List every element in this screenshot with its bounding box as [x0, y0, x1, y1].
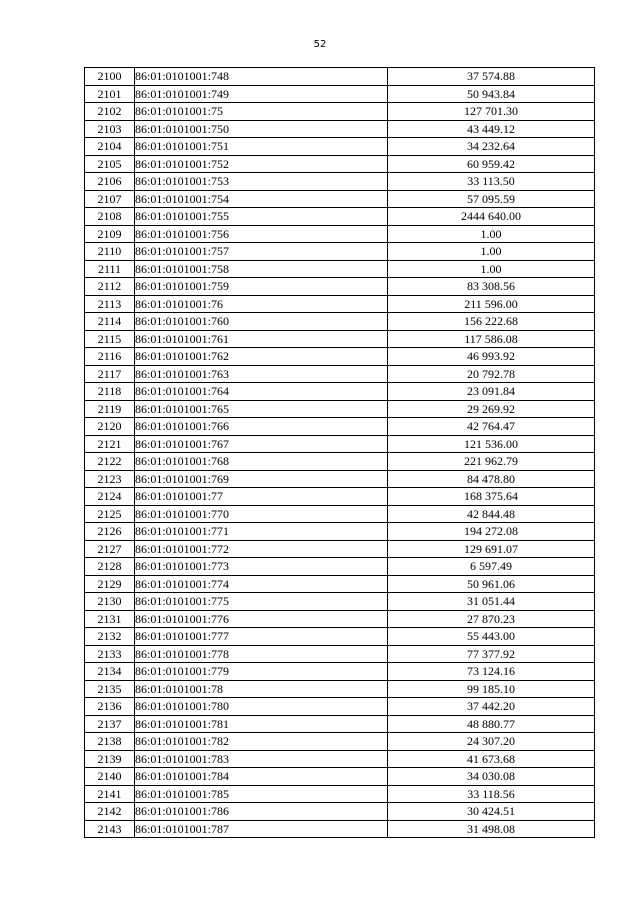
cadastral-value: 84 478.80 [388, 470, 595, 488]
cadastral-value: 37 442.20 [388, 698, 595, 716]
cadastral-number: 86:01:0101001:766 [135, 418, 388, 436]
cadastral-value: 99 185.10 [388, 680, 595, 698]
table-row [85, 558, 595, 576]
row-number: 2127 [85, 540, 135, 558]
cadastral-value: 50 943.84 [388, 85, 595, 103]
table-body [85, 68, 595, 838]
cadastral-number: 86:01:0101001:756 [135, 225, 388, 243]
row-number: 2128 [85, 558, 135, 576]
cadastral-number: 86:01:0101001:780 [135, 698, 388, 716]
cadastral-value: 29 269.92 [388, 400, 595, 418]
table-row [85, 313, 595, 331]
cadastral-value: 48 880.77 [388, 715, 595, 733]
row-number: 2106 [85, 173, 135, 191]
table-row [85, 575, 595, 593]
row-number: 2126 [85, 523, 135, 541]
table-row [85, 435, 595, 453]
cadastral-number: 86:01:0101001:779 [135, 663, 388, 681]
row-number: 2113 [85, 295, 135, 313]
table-row [85, 418, 595, 436]
cadastral-value: 20 792.78 [388, 365, 595, 383]
cadastral-value: 30 424.51 [388, 803, 595, 821]
cadastral-number: 86:01:0101001:764 [135, 383, 388, 401]
cadastral-number: 86:01:0101001:760 [135, 313, 388, 331]
row-number: 2134 [85, 663, 135, 681]
row-number: 2122 [85, 453, 135, 471]
row-number: 2123 [85, 470, 135, 488]
cadastral-number: 86:01:0101001:762 [135, 348, 388, 366]
row-number: 2131 [85, 610, 135, 628]
cadastral-value-table [84, 67, 595, 838]
row-number: 2137 [85, 715, 135, 733]
cadastral-number: 86:01:0101001:751 [135, 138, 388, 156]
table-row [85, 698, 595, 716]
row-number: 2138 [85, 733, 135, 751]
cadastral-number: 86:01:0101001:786 [135, 803, 388, 821]
table-row [85, 628, 595, 646]
row-number: 2110 [85, 243, 135, 261]
page-number: 52 [313, 39, 327, 50]
cadastral-number: 86:01:0101001:775 [135, 593, 388, 611]
table-row [85, 295, 595, 313]
cadastral-value: 34 030.08 [388, 768, 595, 786]
cadastral-number: 86:01:0101001:753 [135, 173, 388, 191]
cadastral-number: 86:01:0101001:75 [135, 103, 388, 121]
row-number: 2139 [85, 750, 135, 768]
cadastral-value: 156 222.68 [388, 313, 595, 331]
row-number: 2107 [85, 190, 135, 208]
table-row [85, 733, 595, 751]
cadastral-number: 86:01:0101001:777 [135, 628, 388, 646]
table-row [85, 803, 595, 821]
cadastral-number: 86:01:0101001:784 [135, 768, 388, 786]
cadastral-value: 194 272.08 [388, 523, 595, 541]
cadastral-value: 55 443.00 [388, 628, 595, 646]
cadastral-value: 33 113.50 [388, 173, 595, 191]
row-number: 2136 [85, 698, 135, 716]
row-number: 2117 [85, 365, 135, 383]
cadastral-number: 86:01:0101001:783 [135, 750, 388, 768]
row-number: 2130 [85, 593, 135, 611]
row-number: 2133 [85, 645, 135, 663]
row-number: 2140 [85, 768, 135, 786]
row-number: 2114 [85, 313, 135, 331]
row-number: 2118 [85, 383, 135, 401]
cadastral-value: 33 118.56 [388, 785, 595, 803]
cadastral-value: 77 377.92 [388, 645, 595, 663]
table-row [85, 155, 595, 173]
cadastral-number: 86:01:0101001:755 [135, 208, 388, 226]
table-row [85, 348, 595, 366]
table-row [85, 645, 595, 663]
cadastral-number: 86:01:0101001:782 [135, 733, 388, 751]
cadastral-number: 86:01:0101001:77 [135, 488, 388, 506]
table-row [85, 663, 595, 681]
cadastral-number: 86:01:0101001:773 [135, 558, 388, 576]
cadastral-value: 83 308.56 [388, 278, 595, 296]
cadastral-number: 86:01:0101001:770 [135, 505, 388, 523]
cadastral-value: 1.00 [388, 260, 595, 278]
table-row [85, 103, 595, 121]
row-number: 2121 [85, 435, 135, 453]
cadastral-value: 127 701.30 [388, 103, 595, 121]
table-row [85, 680, 595, 698]
cadastral-value: 121 536.00 [388, 435, 595, 453]
table-row [85, 505, 595, 523]
cadastral-number: 86:01:0101001:78 [135, 680, 388, 698]
table-row [85, 173, 595, 191]
cadastral-value: 41 673.68 [388, 750, 595, 768]
cadastral-number: 86:01:0101001:772 [135, 540, 388, 558]
cadastral-number: 86:01:0101001:757 [135, 243, 388, 261]
row-number: 2105 [85, 155, 135, 173]
cadastral-number: 86:01:0101001:774 [135, 575, 388, 593]
table-row [85, 453, 595, 471]
table-row [85, 488, 595, 506]
row-number: 2101 [85, 85, 135, 103]
table-row [85, 383, 595, 401]
table-row [85, 365, 595, 383]
cadastral-value: 6 597.49 [388, 558, 595, 576]
row-number: 2142 [85, 803, 135, 821]
cadastral-number: 86:01:0101001:785 [135, 785, 388, 803]
table-row [85, 225, 595, 243]
cadastral-value: 37 574.88 [388, 68, 595, 86]
cadastral-value: 1.00 [388, 225, 595, 243]
cadastral-value: 24 307.20 [388, 733, 595, 751]
cadastral-value: 50 961.06 [388, 575, 595, 593]
table-row [85, 785, 595, 803]
cadastral-value: 60 959.42 [388, 155, 595, 173]
cadastral-value: 73 124.16 [388, 663, 595, 681]
table-row [85, 68, 595, 86]
cadastral-number: 86:01:0101001:750 [135, 120, 388, 138]
cadastral-number: 86:01:0101001:763 [135, 365, 388, 383]
row-number: 2112 [85, 278, 135, 296]
cadastral-number: 86:01:0101001:769 [135, 470, 388, 488]
cadastral-value: 2444 640.00 [388, 208, 595, 226]
table-row [85, 278, 595, 296]
table-row [85, 330, 595, 348]
table-row [85, 523, 595, 541]
cadastral-value: 31 498.08 [388, 820, 595, 838]
cadastral-value: 117 586.08 [388, 330, 595, 348]
cadastral-value: 23 091.84 [388, 383, 595, 401]
table-row [85, 190, 595, 208]
table-row [85, 85, 595, 103]
table-row [85, 715, 595, 733]
cadastral-number: 86:01:0101001:781 [135, 715, 388, 733]
cadastral-number: 86:01:0101001:748 [135, 68, 388, 86]
cadastral-number: 86:01:0101001:778 [135, 645, 388, 663]
row-number: 2108 [85, 208, 135, 226]
table-row [85, 768, 595, 786]
row-number: 2119 [85, 400, 135, 418]
table-row [85, 400, 595, 418]
cadastral-value: 31 051.44 [388, 593, 595, 611]
table-row [85, 593, 595, 611]
cadastral-value: 57 095.59 [388, 190, 595, 208]
cadastral-number: 86:01:0101001:758 [135, 260, 388, 278]
table-row [85, 243, 595, 261]
cadastral-value: 1.00 [388, 243, 595, 261]
cadastral-number: 86:01:0101001:761 [135, 330, 388, 348]
cadastral-number: 86:01:0101001:754 [135, 190, 388, 208]
cadastral-number: 86:01:0101001:759 [135, 278, 388, 296]
table-row [85, 260, 595, 278]
row-number: 2135 [85, 680, 135, 698]
row-number: 2109 [85, 225, 135, 243]
table-row [85, 208, 595, 226]
row-number: 2111 [85, 260, 135, 278]
cadastral-value: 27 870.23 [388, 610, 595, 628]
row-number: 2100 [85, 68, 135, 86]
cadastral-number: 86:01:0101001:765 [135, 400, 388, 418]
row-number: 2104 [85, 138, 135, 156]
cadastral-value: 211 596.00 [388, 295, 595, 313]
table-row [85, 540, 595, 558]
row-number: 2129 [85, 575, 135, 593]
table-row [85, 138, 595, 156]
cadastral-value: 42 764.47 [388, 418, 595, 436]
table-row [85, 470, 595, 488]
row-number: 2120 [85, 418, 135, 436]
row-number: 2141 [85, 785, 135, 803]
cadastral-number: 86:01:0101001:76 [135, 295, 388, 313]
cadastral-value: 42 844.48 [388, 505, 595, 523]
cadastral-value: 168 375.64 [388, 488, 595, 506]
cadastral-value: 221 962.79 [388, 453, 595, 471]
cadastral-number: 86:01:0101001:767 [135, 435, 388, 453]
cadastral-number: 86:01:0101001:749 [135, 85, 388, 103]
row-number: 2103 [85, 120, 135, 138]
cadastral-number: 86:01:0101001:771 [135, 523, 388, 541]
row-number: 2132 [85, 628, 135, 646]
cadastral-number: 86:01:0101001:787 [135, 820, 388, 838]
table-row [85, 120, 595, 138]
table-row [85, 820, 595, 838]
row-number: 2116 [85, 348, 135, 366]
row-number: 2143 [85, 820, 135, 838]
table-row [85, 750, 595, 768]
cadastral-value: 46 993.92 [388, 348, 595, 366]
cadastral-value: 43 449.12 [388, 120, 595, 138]
row-number: 2115 [85, 330, 135, 348]
cadastral-number: 86:01:0101001:752 [135, 155, 388, 173]
row-number: 2102 [85, 103, 135, 121]
cadastral-value: 34 232.64 [388, 138, 595, 156]
row-number: 2124 [85, 488, 135, 506]
cadastral-number: 86:01:0101001:768 [135, 453, 388, 471]
row-number: 2125 [85, 505, 135, 523]
cadastral-number: 86:01:0101001:776 [135, 610, 388, 628]
table-row [85, 610, 595, 628]
cadastral-value: 129 691.07 [388, 540, 595, 558]
